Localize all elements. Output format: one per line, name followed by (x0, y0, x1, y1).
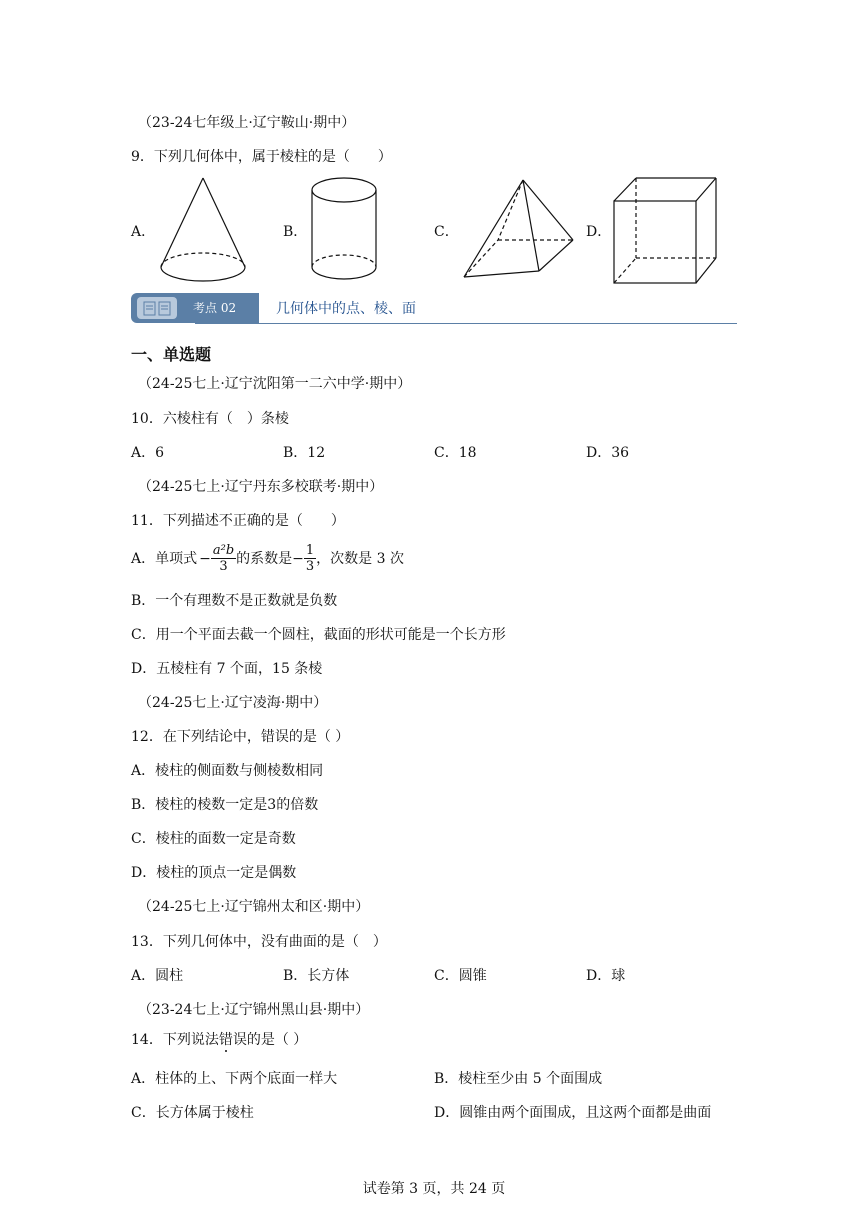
q11-stem: 11．下列描述不正确的是（ ） (131, 513, 345, 529)
q10-source: （24-25七上·辽宁沈阳第一二六中学·期中） (138, 376, 412, 392)
q11-fraction-2-denominator: 3 (305, 559, 315, 574)
topic-title: 几何体中的点、棱、面 (276, 301, 416, 317)
q11-fraction-1-denominator: 3 (219, 559, 228, 574)
q10-option-c: C．18 (434, 445, 477, 461)
topic-tag-label: 考点 02 (193, 301, 237, 315)
cone-icon (158, 176, 248, 284)
page-footer: 试卷第 3 页，共 24 页 (362, 1181, 506, 1197)
q11-option-a-suffix: ，次数是 3 次 (316, 550, 404, 567)
q11-fraction-1 (211, 543, 236, 574)
section-heading: 一、单选题 (131, 345, 212, 364)
q11-option-d: D．五棱柱有 7 个面，15 条棱 (131, 661, 323, 677)
q11-fraction-2 (304, 543, 316, 574)
q10-option-d: D．36 (586, 445, 630, 461)
q9-option-a-label: A． (131, 224, 156, 240)
q9-stem: 9．下列几何体中，属于棱柱的是（ ） (131, 149, 392, 165)
q14-option-b: B．棱柱至少由 5 个面围成 (434, 1071, 603, 1087)
q9-option-c-label: C． (434, 224, 459, 240)
q12-option-d: D．棱柱的顶点一定是偶数 (131, 865, 297, 881)
q11-option-c: C．用一个平面去截一个圆柱，截面的形状可能是一个长方形 (131, 627, 506, 643)
q13-option-c: C．圆锥 (434, 968, 487, 984)
q14-stem (131, 1031, 307, 1049)
q14-source: （23-24七上·辽宁锦州黑山县·期中） (138, 1002, 370, 1018)
q11-source: （24-25七上·辽宁丹东多校联考·期中） (138, 479, 384, 495)
q14-option-a: A．柱体的上、下两个底面一样大 (131, 1071, 338, 1087)
q11-fraction-2-numerator: 1 (305, 543, 315, 558)
q13-option-a: A．圆柱 (131, 968, 184, 984)
q11-option-a-prefix: A．单项式 (131, 550, 198, 567)
q13-stem: 13．下列几何体中，没有曲面的是（ ） (131, 934, 387, 950)
q13-option-d: D．球 (586, 968, 626, 984)
q9-option-d-label: D． (586, 224, 612, 240)
q11-fraction-1-numerator: a²b (212, 543, 235, 558)
q10-option-a: A．6 (131, 445, 165, 461)
q14-stem-emphasis: 错 (218, 1032, 233, 1048)
q13-option-b: B．长方体 (283, 968, 350, 984)
q14-stem-pre: 14．下列说法 (131, 1032, 219, 1048)
pyramid-icon (462, 177, 576, 281)
q14-option-d: D．圆锥由两个面围成，且这两个面都是曲面 (434, 1105, 712, 1121)
q11-option-a: A．单项式 − $\frac{\text{a²b}}{3}$ 的系数是 − $\frac{1}{3}$ ，次数是 3 次 (131, 543, 404, 574)
cube-icon (612, 176, 718, 286)
banner-divider (195, 323, 737, 324)
q13-source: （24-25七上·辽宁锦州太和区·期中） (138, 899, 370, 915)
q11-option-b: B．一个有理数不是正数就是负数 (131, 593, 338, 609)
q14-stem-post: 误的是（ ） (232, 1032, 308, 1048)
q12-source: （24-25七上·辽宁凌海·期中） (138, 695, 328, 711)
q9-source: （23-24七年级上·辽宁鞍山·期中） (138, 115, 356, 131)
q12-option-a: A．棱柱的侧面数与侧棱数相同 (131, 763, 324, 779)
q12-option-b: B．棱柱的棱数一定是3的倍数 (131, 797, 319, 813)
book-icon (137, 297, 177, 319)
q10-stem: 10．六棱柱有（ ）条棱 (131, 411, 289, 427)
q11-option-a-mid: 的系数是 (236, 550, 293, 567)
q12-option-c: C．棱柱的面数一定是奇数 (131, 831, 296, 847)
topic-banner-tag (131, 293, 259, 323)
q10-option-b: B．12 (283, 445, 326, 461)
q9-option-b-label: B． (283, 224, 308, 240)
cylinder-icon (310, 176, 378, 284)
q14-option-c: C．长方体属于棱柱 (131, 1105, 254, 1121)
q12-stem: 12．在下列结论中，错误的是（ ） (131, 729, 350, 745)
